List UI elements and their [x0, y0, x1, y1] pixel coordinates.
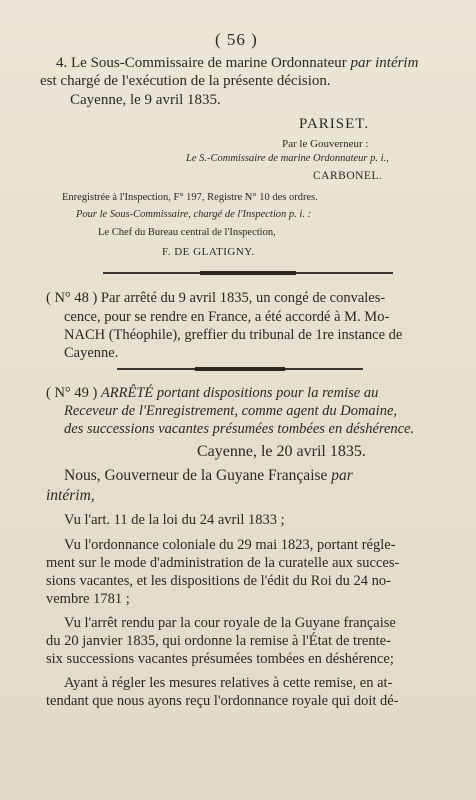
signature-carbonel: CARBONEL. — [313, 170, 383, 182]
registration-line-4: F. DE GLATIGNY. — [162, 246, 255, 258]
signature-role: Le S.-Commissaire de marine Ordonnateur p. i., — [186, 153, 389, 164]
vu-line-1: Vu l'art. 11 de la loi du 24 avril 1833 ; — [64, 512, 285, 528]
no49-heading — [46, 385, 378, 402]
registration-line-3: Le Chef du Bureau central de l'Inspection, — [98, 227, 276, 238]
no48-line-3: NACH (Théophile), greffier du tribunal de 1re instance de — [64, 327, 403, 343]
nous-italic: par — [331, 467, 353, 484]
article-4-line-1 — [56, 55, 418, 72]
no48-line-2: cence, pour se rendre en France, a été accordé à M. Mo- — [64, 309, 390, 325]
dateline-9-avril: Cayenne, le 9 avril 1835. — [70, 92, 221, 108]
registration-line-1: Enregistrée à l'Inspection, F° 197, Registre N° 10 des ordres. — [62, 192, 318, 203]
no49-number: ( N° 49 ) — [46, 385, 98, 401]
ayant-line-2: tendant que nous ayons reçu l'ordonnance royale qui doit dé- — [46, 693, 399, 709]
no49-line-3: des successions vacantes présumées tombées en déshérence. — [64, 421, 415, 437]
nous-line-2: intérim, — [46, 487, 95, 504]
vu2-line-1: Vu l'ordonnance coloniale du 29 mai 1823, portant régle- — [64, 537, 396, 553]
dateline-20-avril: Cayenne, le 20 avril 1835. — [197, 443, 366, 460]
article-4-italic: par intérim — [350, 55, 419, 71]
signature-pariset: PARISET. — [299, 116, 370, 132]
ayant-line-1: Ayant à régler les mesures relatives à cette remise, en at- — [64, 675, 393, 691]
nous-text: Nous, Gouverneur de la Guyane Française — [64, 467, 328, 484]
no49-line-2: Receveur de l'Enregistrement, comme agent du Domaine, — [64, 403, 398, 419]
vu3-line-2: du 20 janvier 1835, qui ordonne la remise à l'État de trente- — [46, 633, 391, 649]
no49-title: ARRÊTÉ portant dispositions pour la remise au — [100, 385, 379, 401]
vu3-line-3: six successions vacantes présumées tombées en déshérence; — [46, 651, 394, 667]
vu2-line-4: vembre 1781 ; — [46, 591, 130, 607]
article-4-text: 4. Le Sous-Commissaire de marine Ordonnateur — [56, 55, 347, 71]
page-number: ( 56 ) — [215, 30, 258, 49]
separator-rule-1-center — [200, 271, 296, 275]
vu2-line-2: ment sur le mode d'administration de la curatelle aux succes- — [46, 555, 400, 571]
vu3-line-1: Vu l'arrêt rendu par la cour royale de la Guyane française — [64, 615, 396, 631]
registration-line-2: Pour le Sous-Commissaire, chargé de l'Inspection p. i. : — [76, 209, 312, 220]
vu2-line-3: sions vacantes, et les dispositions de l'édit du Roi du 24 no- — [46, 573, 391, 589]
no48-line-4: Cayenne. — [64, 345, 119, 361]
nous-line-1 — [64, 467, 353, 485]
article-4-line-2: est chargé de l'exécution de la présente décision. — [40, 73, 331, 89]
no48-line-1: ( N° 48 ) Par arrêté du 9 avril 1835, un congé de convales- — [46, 290, 386, 306]
signature-by-governor: Par le Gouverneur : — [282, 138, 369, 150]
separator-rule-2-center — [195, 367, 285, 371]
